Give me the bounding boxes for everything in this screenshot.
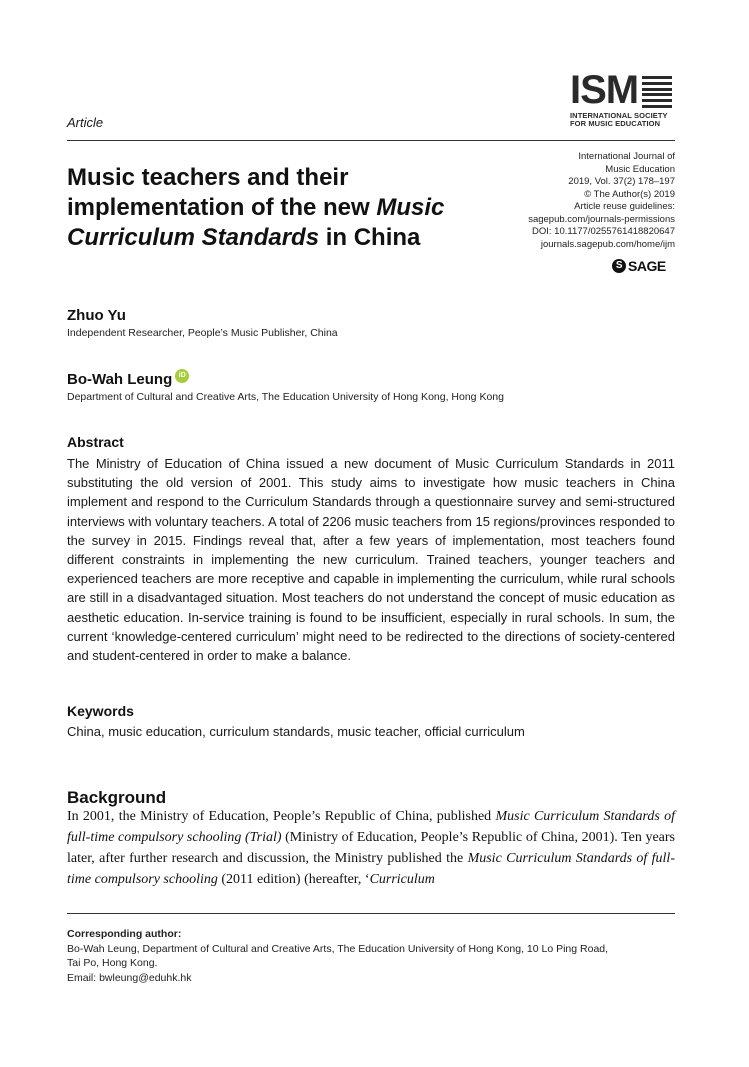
background-seg4: Music Curriculum Standards of full-time compulsory schooling — [67, 851, 675, 887]
author-name-2 — [67, 371, 189, 388]
corresponding-author-address1: Bo-Wah Leung, Department of Cultural and Creative Arts, The Education University of Hong Kong, 10 Lo Ping Road, — [67, 942, 609, 955]
title-part2: in China — [319, 224, 421, 251]
sage-s-icon: S — [612, 259, 626, 273]
isme-logo-line1: INTERNATIONAL SOCIETY — [570, 111, 668, 120]
footnote-divider — [67, 913, 675, 914]
background-seg2: Music Curriculum Standards of full-time compulsory schooling (Trial) — [67, 809, 675, 845]
orcid-icon[interactable]: iD — [175, 369, 189, 383]
background-seg3: (Ministry of Education, People’s Republic of China, 2001). Ten years later, after further research and discussion, the Ministry published the — [67, 830, 676, 866]
title-part1: Music teachers and their implementation of the new — [67, 164, 377, 221]
sage-logo — [612, 258, 666, 274]
abstract-text: The Ministry of Education of China issued a new document of Music Curriculum Standards in 2011 substituting the old version of 2001. This study aims to investigate how music teachers in China implement and respond to the Curriculum Standards through a questionnaire survey and semi-structured interviews with voluntary teachers. A total of 2206 music teachers from 15 regions/provinces responded to the survey in 2015. Findings reveal that, after a few years of implementation, most teachers found different constraints in implementing the new curriculum. Trained teachers, younger teachers and experienced teachers are more receptive and capable in implementing the curriculum, while rural schools are still in a disadvantaged situation. Most teachers do not understand the concept of music education as aesthetic education. In-service training is found to be insufficient, especially in rural schools. In sum, the current ‘knowledge-centered curriculum’ might need to be redirected to the directions of society-centered and student-centered in order to make a balance. — [67, 456, 675, 664]
journal-volume: 2019, Vol. 37(2) 178–197 — [568, 176, 675, 187]
journal-name-line2: Music Education — [605, 163, 675, 175]
keywords-heading: Keywords — [67, 703, 134, 719]
doi[interactable]: DOI: 10.1177/0255761418820647 — [532, 226, 675, 237]
background-seg1: In 2001, the Ministry of Education, People’s Republic of China, published — [67, 809, 496, 824]
keywords-text: China, music education, curriculum standards, music teacher, official curriculum — [67, 724, 525, 739]
title-italic: Music Curriculum Standards — [67, 194, 445, 251]
abstract-heading: Abstract — [67, 434, 124, 450]
corresponding-author-email[interactable]: Email: bwleung@eduhk.hk — [67, 971, 192, 984]
author-affiliation-2: Department of Cultural and Creative Arts, The Education University of Hong Kong, Hong Kong — [67, 391, 504, 403]
corresponding-author — [67, 927, 675, 985]
background-paragraph — [67, 806, 675, 890]
permissions-link[interactable]: sagepub.com/journals-permissions — [528, 213, 675, 225]
background-heading: Background — [67, 788, 167, 807]
isme-logo-text — [570, 112, 678, 128]
isme-logo-e-icon — [642, 76, 672, 108]
journal-home-link[interactable]: journals.sagepub.com/home/ijm — [540, 238, 675, 250]
background-seg6: Curriculum — [369, 872, 435, 887]
reuse-guidelines-label: Article reuse guidelines: — [574, 201, 675, 212]
article-type-label: Article — [67, 115, 104, 130]
corresponding-author-heading: Corresponding author: — [67, 928, 182, 940]
author-name-2-text: Bo-Wah Leung — [67, 371, 173, 388]
journal-copyright: © The Author(s) 2019 — [584, 188, 675, 200]
header-divider — [67, 140, 675, 141]
isme-logo-mark — [570, 68, 678, 112]
background-seg5: (2011 edition) (hereafter, ‘ — [217, 872, 370, 887]
isme-logo-letters: ISM — [570, 68, 639, 112]
author-name-1: Zhuo Yu — [67, 307, 126, 324]
author-affiliation-1: Independent Researcher, People’s Music Publisher, China — [67, 327, 338, 339]
article-title — [67, 163, 497, 253]
sage-logo-text: SAGE — [628, 258, 666, 274]
journal-info — [475, 151, 675, 251]
isme-logo-line2: FOR MUSIC EDUCATION — [570, 119, 661, 128]
corresponding-author-address2: Tai Po, Hong Kong. — [67, 957, 158, 969]
isme-logo — [570, 68, 678, 128]
journal-name-line1: International Journal of — [578, 151, 675, 162]
